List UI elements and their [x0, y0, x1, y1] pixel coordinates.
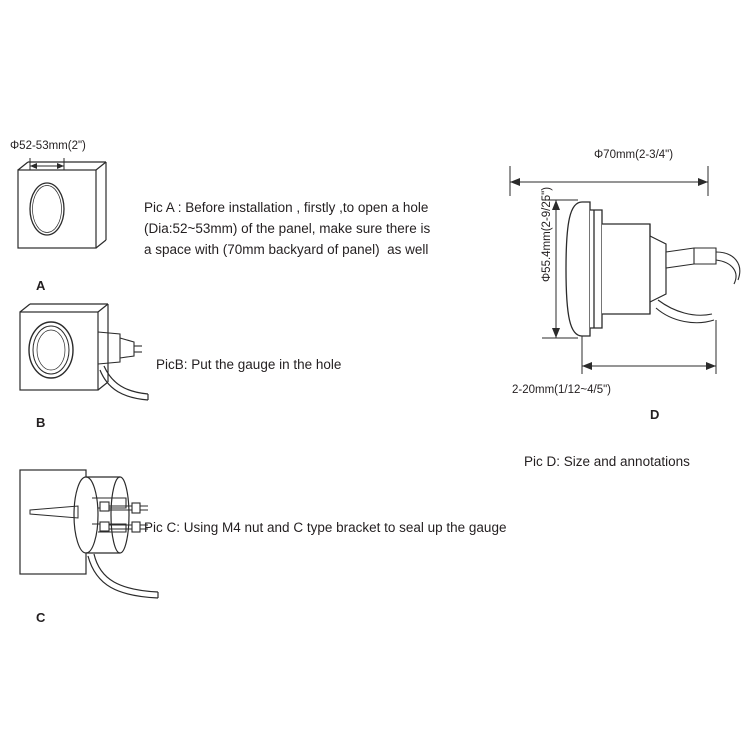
- panel-a-caption-line-1: Pic A : Before installation , firstly ,to open a hole: [144, 200, 429, 215]
- panel-a-drawing: [8, 140, 128, 270]
- panel-d-bottom-dimension-label: 2-20mm(1/12~4/5"): [512, 384, 612, 396]
- panel-a-caption-line-3: a space with (70mm backyard of panel) as well: [144, 242, 429, 257]
- panel-c-drawing: [8, 462, 178, 612]
- panel-a-dimension-label: Φ52-53mm(2"): [10, 140, 86, 152]
- panel-d-group: [498, 160, 728, 400]
- panel-b-drawing: [8, 300, 168, 420]
- panel-d-left-dimension-label: Φ55.4mm(2-9/25"): [541, 186, 553, 282]
- panel-d-drawing: [498, 160, 728, 400]
- panel-b-group: [8, 300, 168, 420]
- panel-b-letter: B: [36, 415, 46, 430]
- panel-a-group: [8, 140, 128, 270]
- panel-c-caption-line-1: Pic C: Using M4 nut and C type bracket to seal up the gauge: [144, 520, 507, 535]
- panel-c-letter: C: [36, 610, 46, 625]
- panel-d-caption-line-1: Pic D: Size and annotations: [524, 454, 690, 469]
- panel-a-caption-line-2: (Dia:52~53mm) of the panel, make sure there is: [144, 221, 431, 236]
- panel-d-letter: D: [650, 407, 660, 422]
- panel-c-group: [8, 462, 178, 612]
- panel-a-letter: A: [36, 278, 46, 293]
- panel-b-caption-line-1: PicB: Put the gauge in the hole: [156, 357, 342, 372]
- panel-d-top-dimension-label: Φ70mm(2-3/4"): [594, 149, 674, 161]
